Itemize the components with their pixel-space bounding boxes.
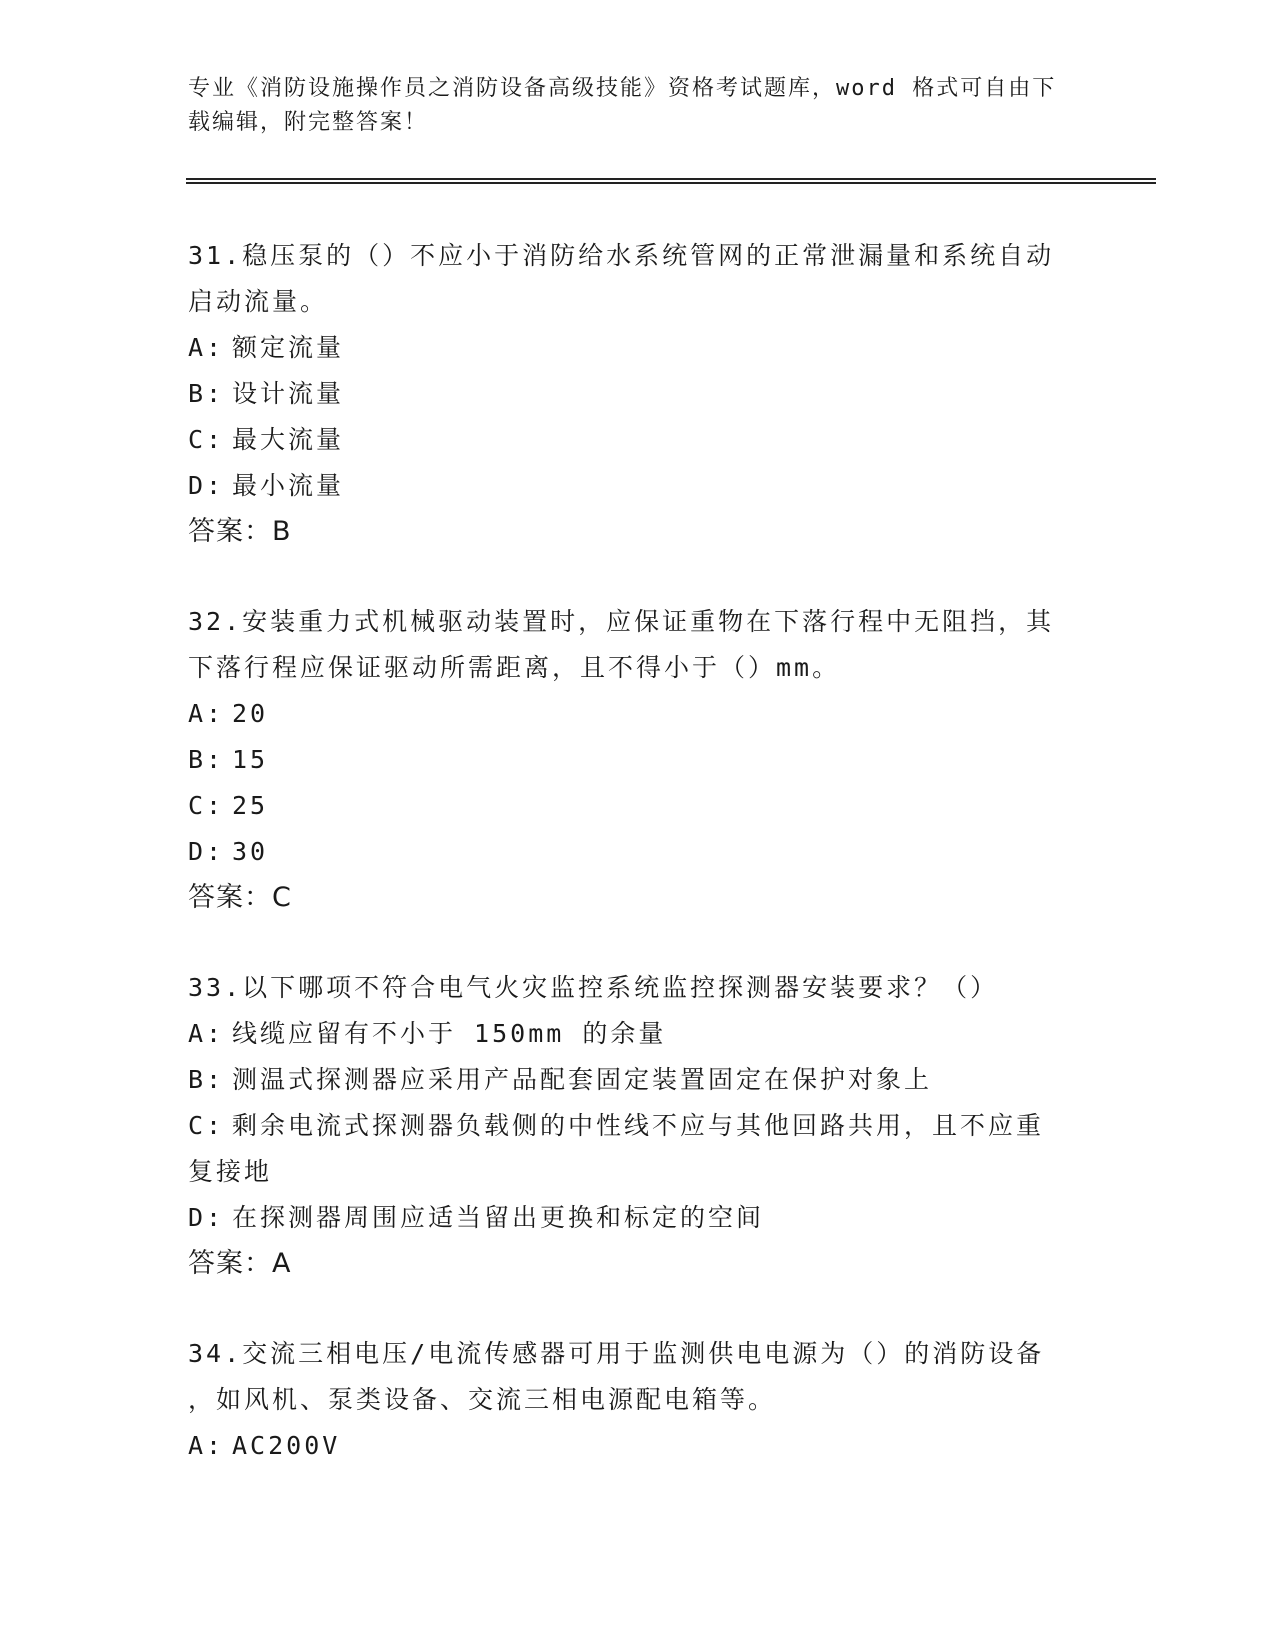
option-text: 最小流量 (232, 471, 345, 500)
option-text: 15 (232, 745, 269, 774)
question-34 (188, 1331, 1068, 1469)
question-31 (188, 233, 1068, 555)
answer-line: 答案：A (188, 1248, 292, 1279)
option-c (188, 783, 1068, 829)
question-text: 33.以下哪项不符合电气火灾监控系统监控探测器安装要求？（） (188, 973, 999, 1002)
option-text: AC200V (232, 1431, 341, 1460)
option-label: A: (188, 333, 225, 362)
option-label: B: (188, 379, 225, 408)
option-text: 剩余电流式探测器负载侧的中性线不应与其他回路共用，且不应重 (232, 1111, 1045, 1140)
question-text-continued: ，如风机、泵类设备、交流三相电源配电箱等。 (188, 1385, 777, 1414)
option-label: A: (188, 699, 225, 728)
option-text: 30 (232, 837, 269, 866)
answer-line: 答案：B (188, 516, 292, 547)
question-text: 32.安装重力式机械驱动装置时，应保证重物在下落行程中无阻挡，其 (188, 607, 1055, 636)
answer-line: 答案：C (188, 882, 292, 913)
question-32 (188, 599, 1068, 921)
document-header (188, 72, 1068, 140)
option-text: 设计流量 (232, 379, 345, 408)
question-33 (188, 965, 1068, 1287)
option-label: C: (188, 425, 225, 454)
question-text: 31.稳压泵的（）不应小于消防给水系统管网的正常泄漏量和系统自动 (188, 241, 1055, 270)
option-text: 额定流量 (232, 333, 345, 362)
option-label: C: (188, 1111, 225, 1140)
option-label: A: (188, 1431, 225, 1460)
option-label: D: (188, 1203, 225, 1232)
option-text: 25 (232, 791, 269, 820)
option-label: A: (188, 1019, 225, 1048)
option-text: 20 (232, 699, 269, 728)
option-a (188, 691, 1068, 737)
question-text: 34.交流三相电压/电流传感器可用于监测供电电源为（）的消防设备 (188, 1339, 1045, 1368)
option-a (188, 325, 1068, 371)
option-text: 最大流量 (232, 425, 345, 454)
option-a (188, 1423, 1068, 1469)
question-list (188, 233, 1068, 1513)
option-label: B: (188, 745, 225, 774)
option-a (188, 1011, 1068, 1057)
option-label: B: (188, 1065, 225, 1094)
option-label: C: (188, 791, 225, 820)
option-b (188, 371, 1068, 417)
option-label: D: (188, 471, 225, 500)
question-text-continued: 启动流量。 (188, 287, 329, 316)
option-label: D: (188, 837, 225, 866)
header-line-2: 载编辑，附完整答案！ (188, 110, 429, 135)
option-c (188, 417, 1068, 463)
option-d (188, 463, 1068, 509)
option-text: 测温式探测器应采用产品配套固定装置固定在保护对象上 (232, 1065, 933, 1094)
option-d (188, 829, 1068, 875)
option-text: 线缆应留有不小于 150mm 的余量 (232, 1019, 667, 1048)
option-c-continued: 复接地 (188, 1157, 273, 1186)
option-c (188, 1103, 1068, 1149)
option-d (188, 1195, 1068, 1241)
header-divider (186, 178, 1156, 184)
option-text: 在探测器周围应适当留出更换和标定的空间 (232, 1203, 765, 1232)
option-b (188, 737, 1068, 783)
question-text-continued: 下落行程应保证驱动所需距离，且不得小于（）mm。 (188, 653, 841, 682)
option-b (188, 1057, 1068, 1103)
header-line-1: 专业《消防设施操作员之消防设备高级技能》资格考试题库，word 格式可自由下 (188, 76, 1057, 101)
